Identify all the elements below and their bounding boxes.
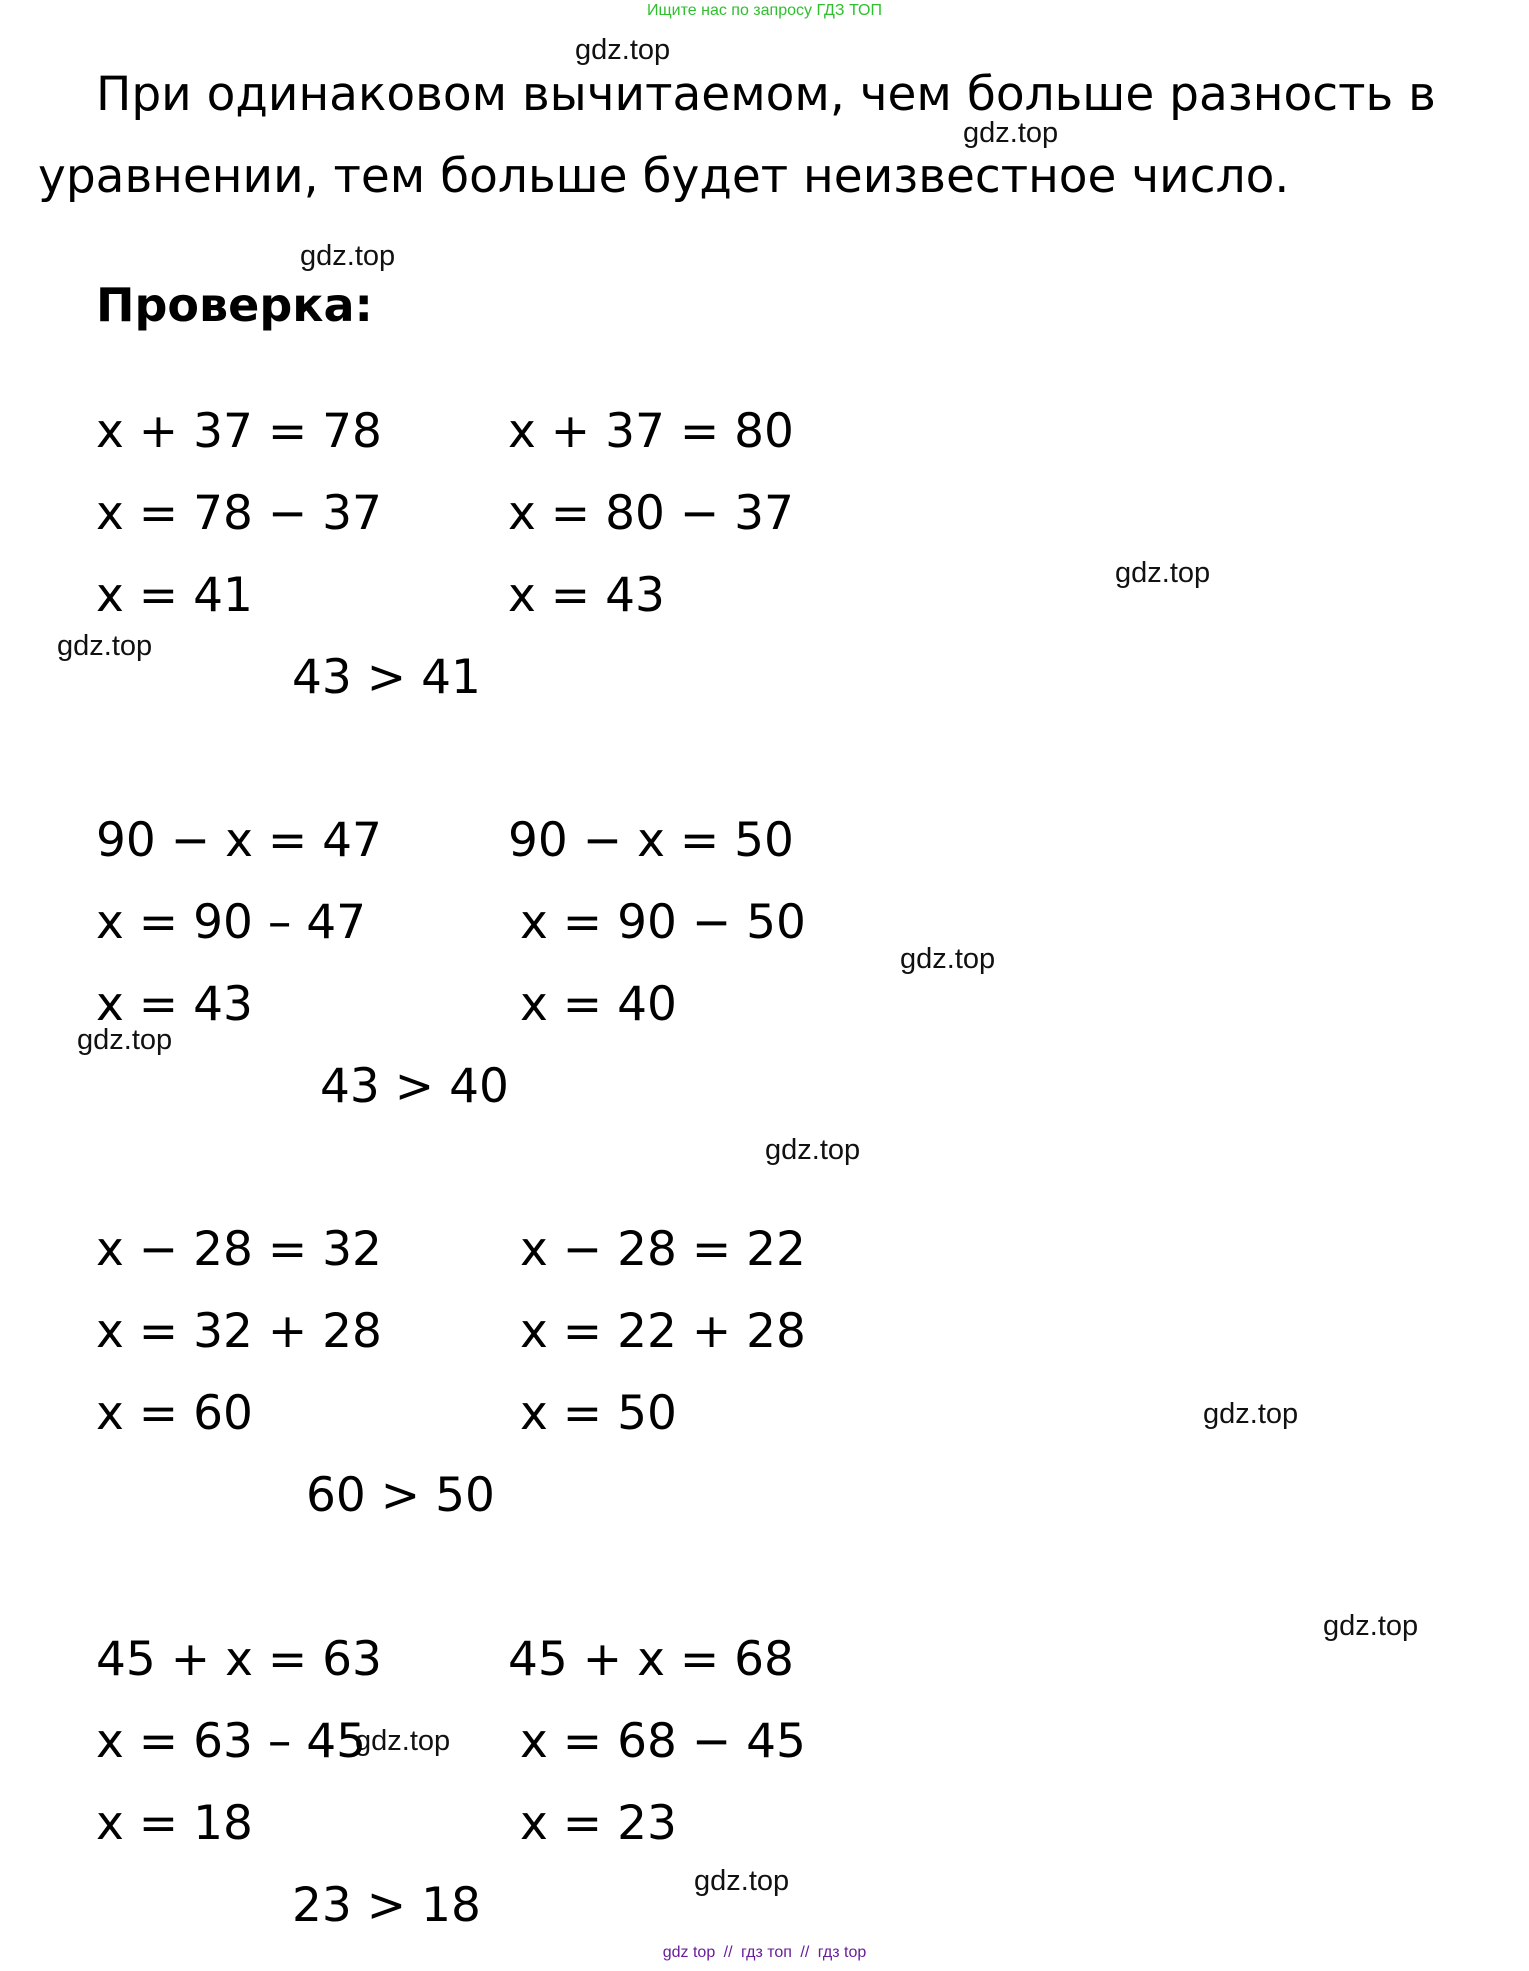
equation: x = 40 [520,977,677,1032]
footer-link[interactable]: gdz top [662,1944,716,1961]
equation: x = 68 − 45 [520,1714,806,1769]
equation: x = 41 [96,568,253,623]
equation: x = 18 [96,1796,253,1851]
watermark: gdz.top [77,1024,173,1056]
comparison: 23 > 18 [292,1878,481,1933]
watermark: gdz.top [57,630,153,662]
intro-line-1: При одинаковом вычитаемом, чем больше разность в [96,67,1436,122]
equation: x − 28 = 22 [520,1222,806,1277]
watermark: gdz.top [575,34,671,66]
watermark: gdz.top [300,240,396,272]
watermark: gdz.top [963,117,1059,149]
equation: x = 32 + 28 [96,1304,382,1359]
intro-line-2: уравнении, тем больше будет неизвестное число. [38,149,1290,204]
equation: x = 22 + 28 [520,1304,806,1359]
watermark: gdz.top [900,943,996,975]
equation: 45 + x = 68 [508,1632,794,1687]
equation: x + 37 = 80 [508,404,794,459]
equation: x = 60 [96,1386,253,1441]
top-banner: Ищите нас по запросу ГДЗ ТОП [647,2,882,19]
equation: 90 − x = 50 [508,813,794,868]
watermark: gdz.top [355,1725,451,1757]
equation: x = 90 − 50 [520,895,806,950]
footer-link[interactable]: гдз топ [741,1944,792,1961]
equation: x = 23 [520,1796,677,1851]
watermark: gdz.top [694,1865,790,1897]
watermark: gdz.top [1203,1398,1299,1430]
watermark: gdz.top [765,1134,861,1166]
equation: x − 28 = 32 [96,1222,382,1277]
footer-link[interactable]: гдз top [817,1944,867,1961]
comparison: 43 > 40 [320,1059,509,1114]
equation: x = 90 – 47 [96,895,367,950]
equation: x = 80 − 37 [508,486,794,541]
equation: x = 43 [508,568,665,623]
equation: x = 50 [520,1386,677,1441]
equation: x = 78 − 37 [96,486,382,541]
comparison: 60 > 50 [306,1468,495,1523]
comparison: 43 > 41 [292,650,481,705]
watermark: gdz.top [1115,557,1211,589]
footer-separator: // [723,1944,733,1961]
equation: 90 − x = 47 [96,813,382,868]
page-heading: Проверка: [96,278,373,332]
equation: 45 + x = 63 [96,1632,382,1687]
footer [0,1944,1529,1962]
equation: x + 37 = 78 [96,404,382,459]
watermark: gdz.top [1323,1610,1419,1642]
equation: x = 63 – 45 [96,1714,367,1769]
footer-separator: // [800,1944,810,1961]
equation: x = 43 [96,977,253,1032]
